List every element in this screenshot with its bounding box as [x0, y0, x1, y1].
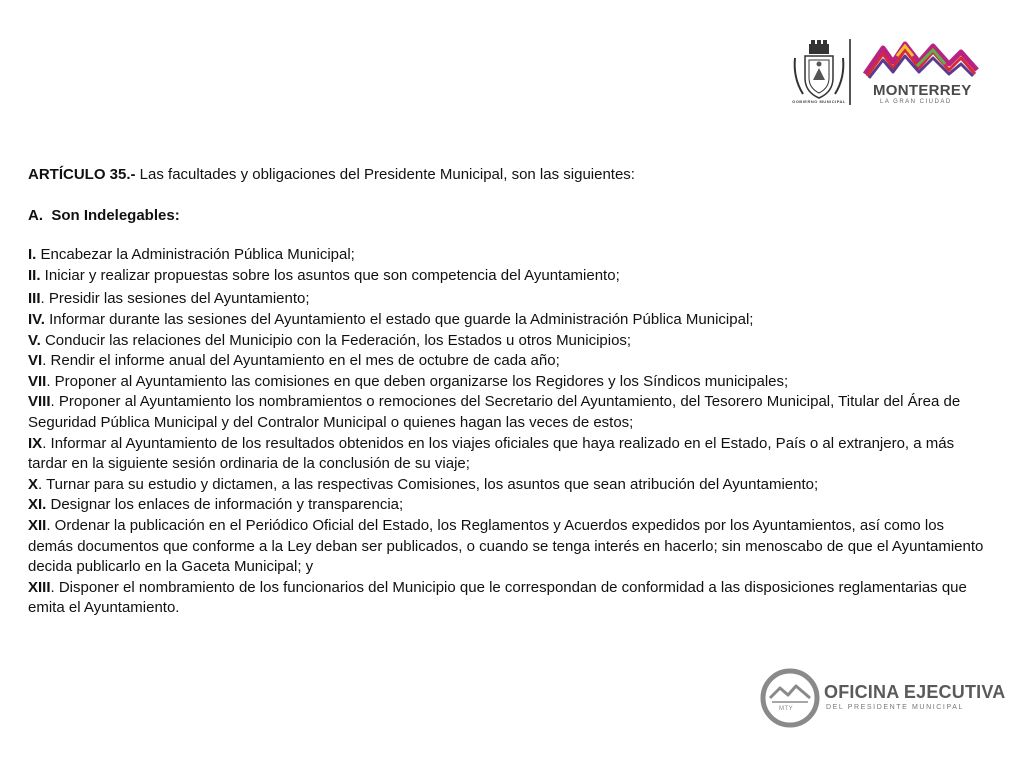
header-logos — [785, 36, 985, 110]
office-subtitle: DEL PRESIDENTE MUNICIPAL — [826, 704, 964, 711]
list-item: XII. Ordenar la publicación en el Periódico Oficial del Estado, los Reglamentos y Acuerdos expedidos por los Ayuntamientos, así como los demás documentos que conforme a la Ley deban ser publicados, o cuando se tenga interés en hacerlo; sin menoscabo de que el Ayuntamiento decida publicarlo en la Gaceta Municipal; y — [28, 516, 984, 576]
article-title — [28, 165, 993, 186]
list-item: XI. Designar los enlaces de información y transparencia; — [28, 496, 404, 514]
footer-logo — [760, 668, 1010, 728]
mty-mark: MTY — [779, 706, 794, 712]
municipal-seal-icon — [791, 38, 847, 108]
city-tagline: LA GRAN CIUDAD — [880, 99, 952, 105]
list-item: III. Presidir las sesiones del Ayuntamiento; — [28, 290, 310, 308]
list-item: VI. Rendir el informe anual del Ayuntamiento en el mes de octubre de cada año; — [28, 352, 560, 370]
list-item: VIII. Proponer al Ayuntamiento los nombramientos o remociones del Secretario del Ayuntamiento, del Tesorero Municipal, Titular del Área de Seguridad Pública Municipal y del Contralor Municipal o quienes hagan las veces de estos; — [28, 393, 961, 431]
list-item: IV. Informar durante las sesiones del Ayuntamiento el estado que guarde la Administración Pública Municipal; — [28, 310, 754, 328]
office-emblem-icon — [760, 668, 820, 728]
article-number: ARTÍCULO 35.- — [28, 166, 136, 183]
office-title: OFICINA EJECUTIVA — [824, 682, 1006, 702]
list-item: V. Conducir las relaciones del Municipio con la Federación, los Estados u otros Municipios; — [28, 331, 632, 349]
list-item: XIII. Disponer el nombramiento de los funcionarios del Municipio que le correspondan de conformidad a las disposiciones reglamentarias que emita el Ayuntamiento. — [28, 578, 967, 617]
list-item: VII. Proponer al Ayuntamiento las comisiones en que deben organizarse los Regidores y los Síndicos municipales; — [28, 372, 789, 390]
article-intro: Las facultades y obligaciones del Presidente Municipal, son las siguientes: — [135, 166, 635, 183]
logo-divider — [849, 39, 851, 105]
list-item: I. Encabezar la Administración Pública Municipal; — [28, 246, 355, 264]
city-name: MONTERREY — [873, 82, 972, 99]
article-body — [28, 165, 993, 619]
list-item: IX. Informar al Ayuntamiento de los resultados obtenidos en los viajes oficiales que haya realizado en el Estado, País o al extranjero, a más tardar en la siguiente sesión ordinaria de la conclusión de su viaje; — [28, 434, 955, 473]
section-heading: A. Son Indelegables: — [28, 206, 180, 224]
seal-caption: GOBIERNO MUNICIPAL — [792, 99, 846, 104]
list-item: X. Turnar para su estudio y dictamen, a las respectivas Comisiones, los asuntos que sean atribución del Ayuntamiento; — [28, 475, 819, 493]
list-item: II. Iniciar y realizar propuestas sobre los asuntos que son competencia del Ayuntamiento; — [28, 266, 620, 284]
